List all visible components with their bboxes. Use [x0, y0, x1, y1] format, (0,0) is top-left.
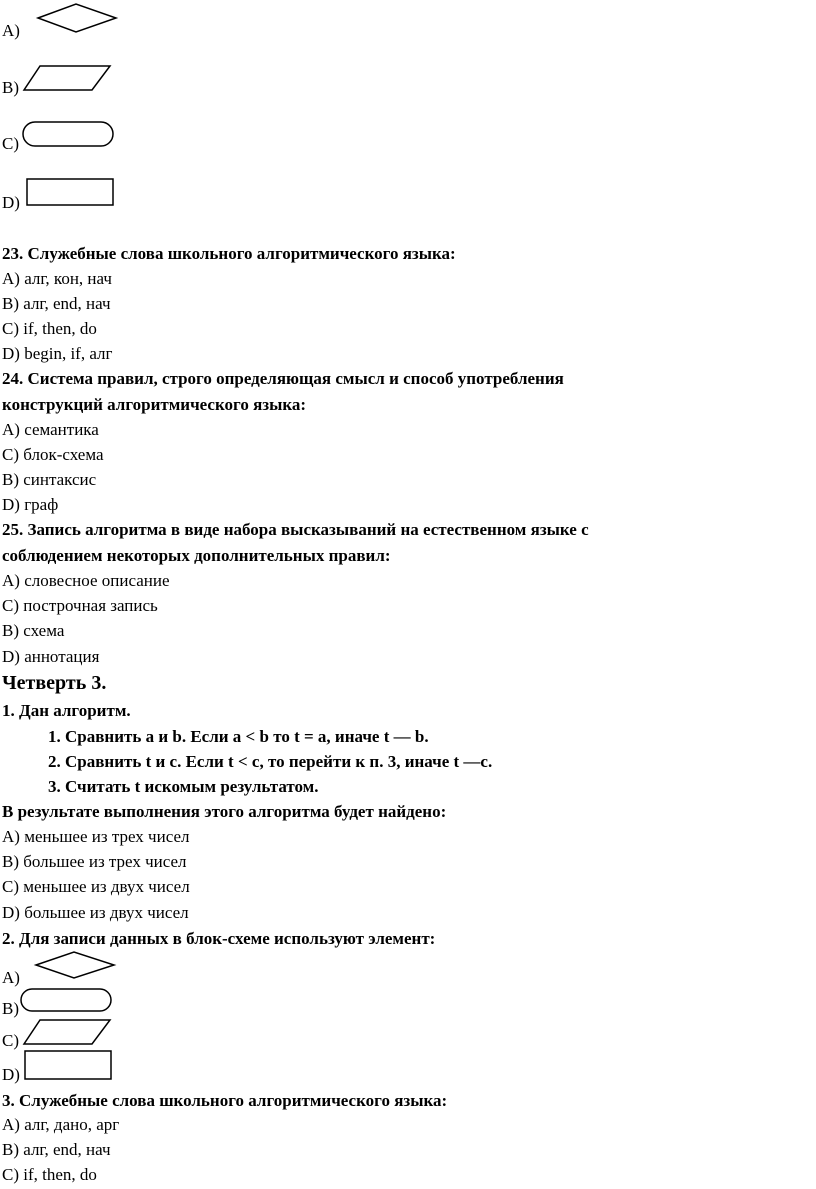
q23-answer-c: C) if, then, do [2, 319, 97, 338]
s3q1-title: 1. Дан алгоритм. [2, 701, 131, 720]
process-rectangle-shape [24, 1050, 112, 1080]
option-a-label: A) [2, 21, 20, 40]
s3q2-option-d: D) [2, 1065, 20, 1084]
s3q1-prompt: В результате выполнения этого алгоритма будет найдено: [2, 802, 447, 821]
option-b-label: B) [2, 78, 19, 97]
s3q2-option-a: A) [2, 968, 20, 987]
q24-answer-1: A) семантика [2, 420, 99, 439]
s3q1-answer-c: C) меньшее из двух чисел [2, 877, 190, 896]
q24-title-line1: 24. Система правил, строго определяющая смысл и способ употребления [2, 369, 564, 388]
s3q1-answer-d: D) большее из двух чисел [2, 903, 189, 922]
s3q2-option-c: C) [2, 1031, 19, 1050]
q25-title-line1: 25. Запись алгоритма в виде набора высказываний на естественном языке с [2, 520, 589, 539]
q23-answer-a: A) алг, кон, нач [2, 269, 112, 288]
s3q1-answer-a: A) меньшее из трех чисел [2, 827, 190, 846]
s3q2-option-b: B) [2, 999, 19, 1018]
s3q1-step-2: 2. Сравнить t и c. Если t < c, то перейти к п. 3, иначе t —c. [48, 752, 493, 771]
q23-answer-b: B) алг, end, нач [2, 294, 111, 313]
q25-answer-2: C) построчная запись [2, 596, 158, 615]
q23-title: 23. Служебные слова школьного алгоритмического языка: [2, 244, 456, 263]
q25-answer-1: A) словесное описание [2, 571, 170, 590]
s3q3-answer-c: C) if, then, do [2, 1165, 97, 1184]
section-heading: Четверть 3. [2, 672, 107, 694]
q25-title-line2: соблюдением некоторых дополнительных правил: [2, 546, 391, 565]
s3q1-step-3: 3. Считать t искомым результатом. [48, 777, 319, 796]
option-d-label: D) [2, 193, 20, 212]
s3q2-title: 2. Для записи данных в блок-схеме используют элемент: [2, 929, 436, 948]
q24-answer-3: B) синтаксис [2, 470, 97, 489]
option-c-label: C) [2, 134, 19, 153]
decision-diamond-shape [36, 2, 118, 34]
q23-answer-d: D) begin, if, алг [2, 344, 113, 363]
parallelogram-shape [22, 1018, 112, 1046]
q24-answer-2: C) блок-схема [2, 445, 104, 464]
q24-answer-4: D) граф [2, 495, 59, 514]
decision-diamond-shape [34, 950, 116, 980]
s3q1-step-1: 1. Сравнить a и b. Если a < b то t = a, иначе t — b. [48, 727, 429, 746]
q24-title-line2: конструкций алгоритмического языка: [2, 395, 307, 414]
terminator-oval-shape [20, 988, 112, 1012]
q25-answer-3: B) схема [2, 621, 65, 640]
s3q3-answer-a: A) алг, дано, арг [2, 1115, 120, 1134]
s3q3-answer-b: B) алг, end, нач [2, 1140, 111, 1159]
s3q1-answer-b: B) большее из трех чисел [2, 852, 187, 871]
parallelogram-shape [22, 64, 112, 92]
s3q3-title: 3. Служебные слова школьного алгоритмического языка: [2, 1091, 448, 1110]
terminator-oval-shape [22, 121, 114, 147]
q25-answer-4: D) аннотация [2, 647, 100, 666]
process-rectangle-shape [26, 178, 114, 206]
